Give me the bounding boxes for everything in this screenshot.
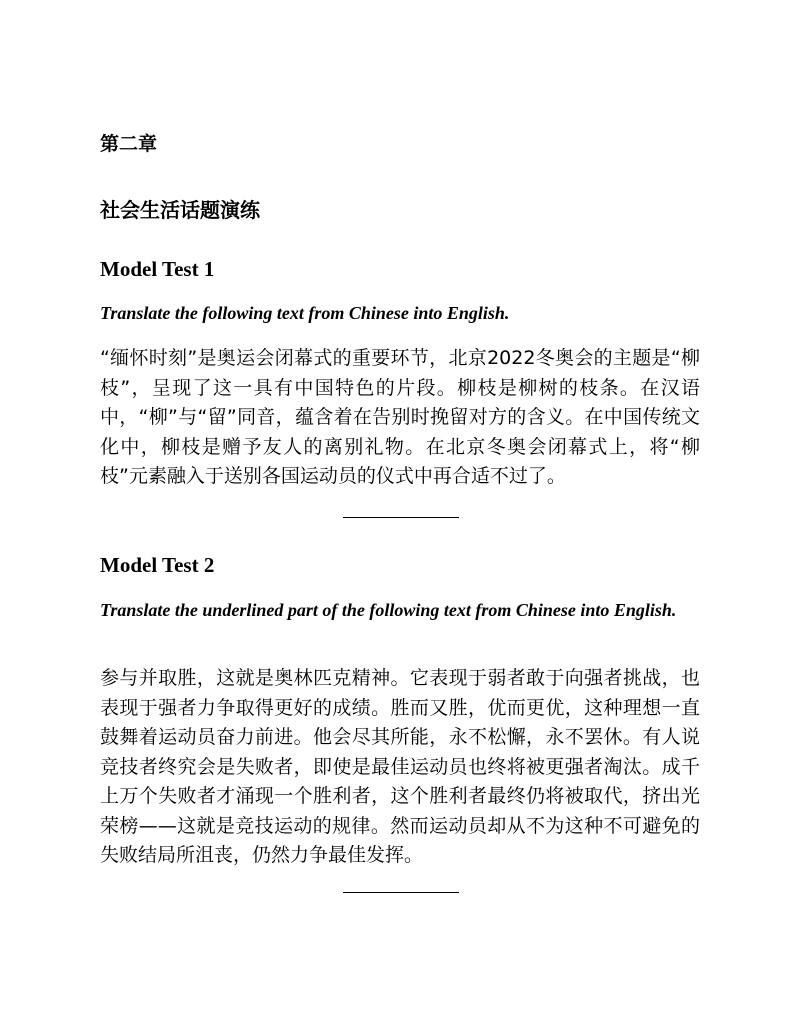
model-test-1-answer-line — [343, 517, 459, 518]
model-test-2-answer-line — [343, 892, 459, 893]
model-test-1-passage: “缅怀时刻”是奥运会闭幕式的重要环节，北京2022冬奥会的主题是“柳枝”，呈现了这一具有中国特色的片段。柳枝是柳树的枝条。在汉语中，“柳”与“留”同音，蕴含着在告别时挽留对方的含义。在中国传统文化中，柳枝是赠予友人的离别礼物。在北京冬奥会闭幕式上，将“柳枝”元素融入于送别各国运动员的仪式中再合适不过了。 — [100, 347, 700, 487]
model-test-2-passage: 参与并取胜，这就是奥林匹克精神。它表现于弱者敢于向强者挑战，也表现于强者力争取得更好的成绩。胜而又胜，优而更优，这种理想一直鼓舞着运动员奋力前进。他会尽其所能，永不松懈，永不罢休。有人说竞技者终究会是失败者，即使是最佳运动员也终将被更强者淘汰。成千上万个失败者才涌现一个胜利者，这个胜利者最终仍将被取代，挤出光荣榜——这就是竞技运动的规律。然而运动员却从不为这种不可避免的失败结局所沮丧，仍然力争最佳发挥。 — [100, 667, 700, 866]
model-test-1-heading: Model Test 1 — [100, 257, 215, 281]
section-title: 社会生活话题演练 — [100, 198, 260, 222]
chapter-heading: 第二章 — [100, 133, 158, 155]
model-test-2-instruction: Translate the underlined part of the following text from Chinese into English. — [100, 600, 677, 620]
model-test-1-instruction: Translate the following text from Chinese into English. — [100, 303, 510, 323]
model-test-2-heading: Model Test 2 — [100, 553, 215, 577]
